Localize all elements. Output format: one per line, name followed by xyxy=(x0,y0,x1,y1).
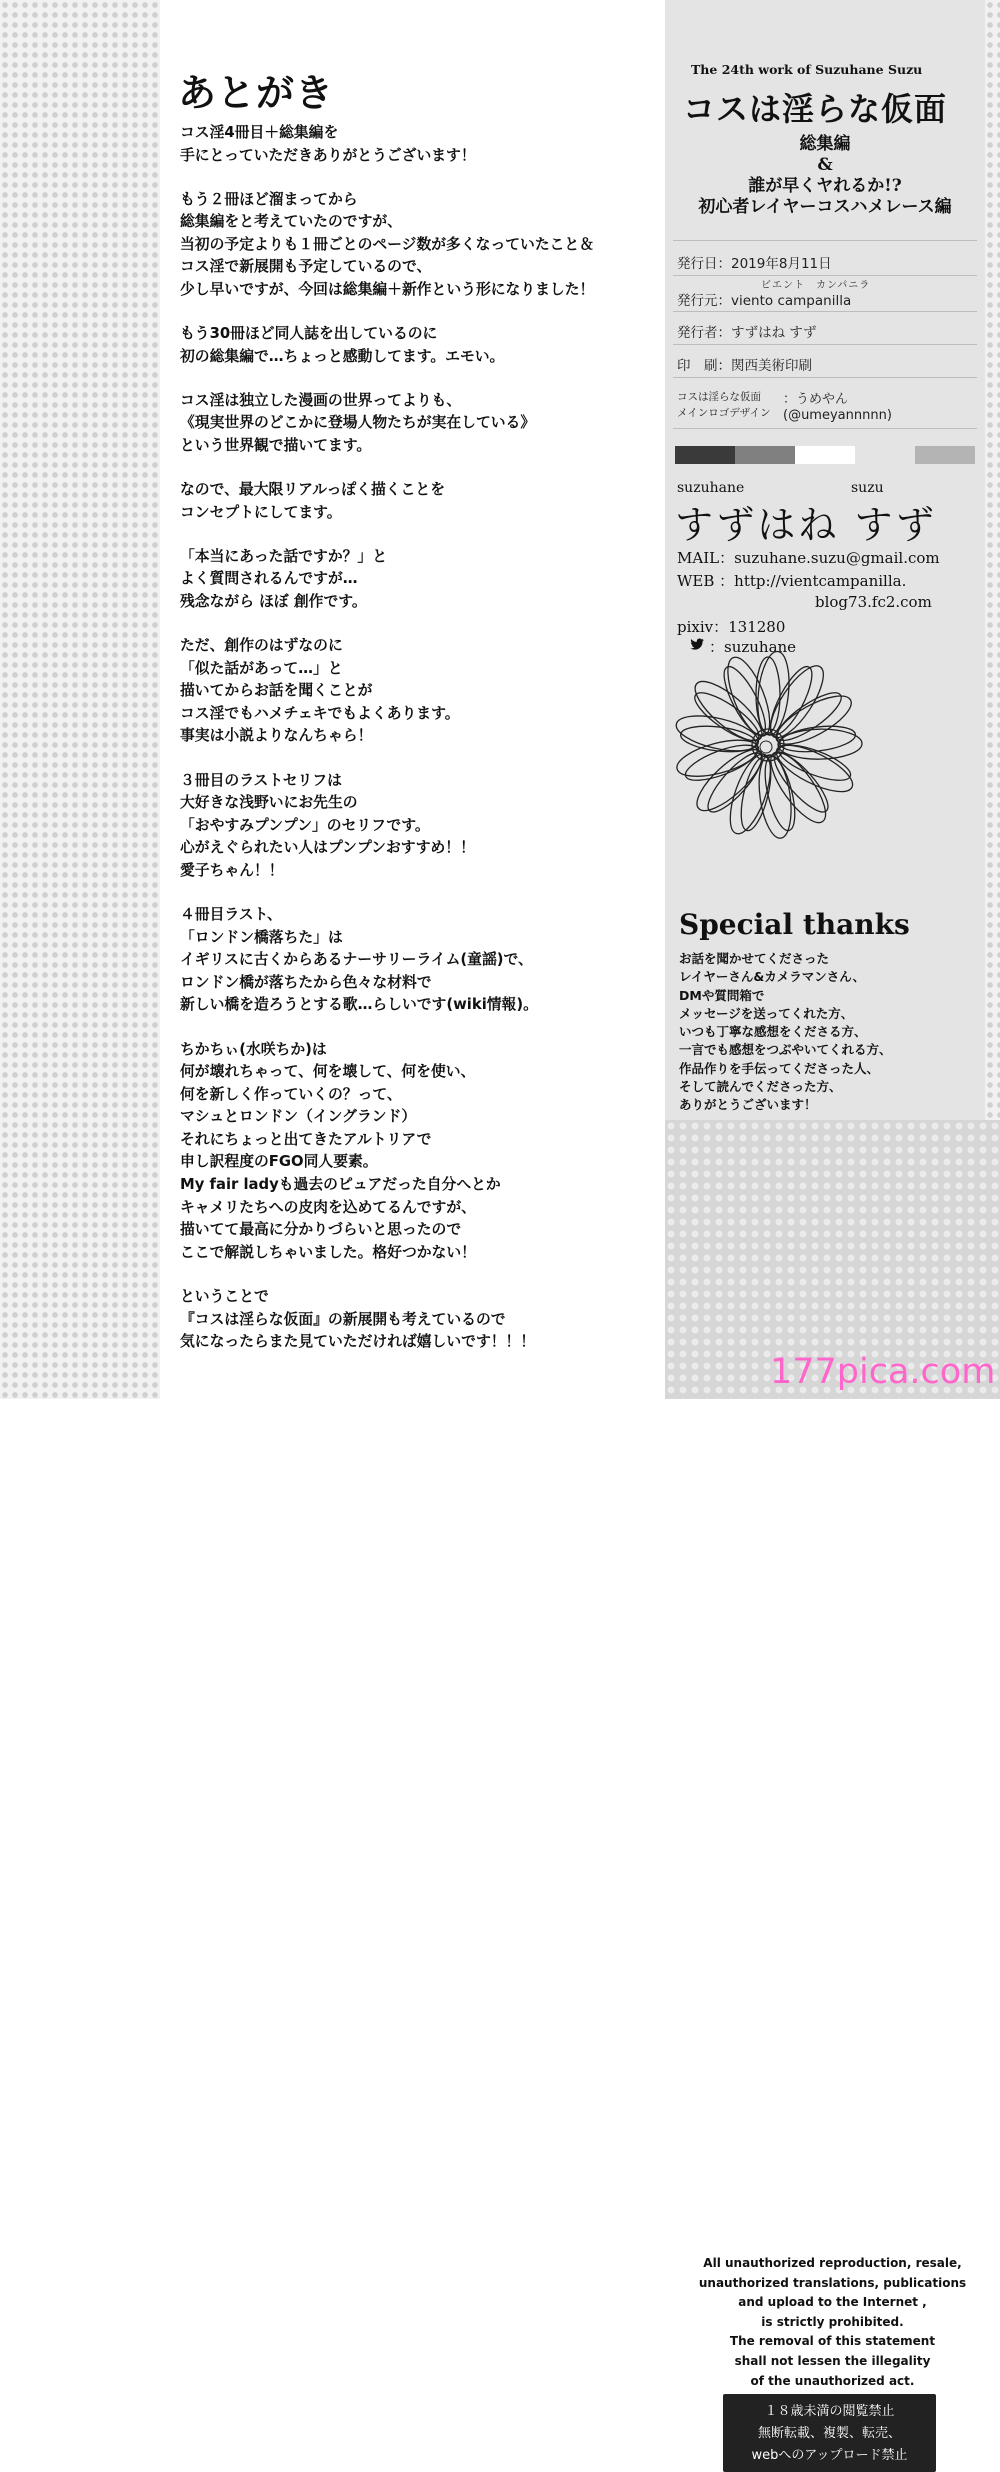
afterword-line: ということで xyxy=(180,1287,269,1305)
publisher-ruby: ビエント カンパニラ xyxy=(761,280,871,291)
left-dot-pattern-strip xyxy=(0,0,160,1399)
afterword-line: 「似た話があって…」と xyxy=(180,659,343,677)
hand-drawn-flower-icon xyxy=(673,650,863,840)
subtitle-line: & xyxy=(817,155,833,175)
afterword-title: あとがき xyxy=(178,70,335,115)
restriction-line: １８歳未満の閲覧禁止 xyxy=(764,2404,895,2419)
afterword-line: 手にとっていただきありがとうございます！ xyxy=(180,146,476,164)
right-dot-pattern-strip xyxy=(985,0,1000,1120)
afterword-line: よく質問されるんですが… xyxy=(180,570,358,588)
divider xyxy=(673,311,977,312)
restriction-line: 無断転載、複製、転売、 xyxy=(757,2426,901,2441)
notice-line: of the unauthorized act. xyxy=(750,2373,915,2388)
issue-date: 発行日：2019年8月11日 xyxy=(677,256,832,272)
afterword-paragraph xyxy=(180,770,660,883)
notice-line: shall not lessen the illegality xyxy=(734,2353,931,2368)
afterword-paragraph xyxy=(180,635,660,748)
afterword-line: 描いてて最高に分かりづらいと思ったので xyxy=(180,1221,462,1239)
afterword-line: マシュとロンドン（イングランド） xyxy=(180,1108,417,1126)
notice-line: The removal of this statement xyxy=(729,2334,936,2349)
afterword-line: ここで解説しちゃいました。格好つかない！ xyxy=(180,1243,476,1261)
afterword-line: 何が壊れちゃって、何を壊して、何を使い、 xyxy=(180,1063,476,1081)
afterword-line: 何を新しく作っていくの？って、 xyxy=(180,1085,402,1103)
special-thanks-line: 作品作りを手伝ってくださった人、 xyxy=(679,1060,880,1076)
afterword-line: コス淫で新展開も予定しているので、 xyxy=(180,258,432,276)
author-name: すずはね すず xyxy=(675,503,937,547)
afterword-line: 残念ながら ほぼ 創作です。 xyxy=(180,593,367,610)
afterword-line: もう30冊ほど同人誌を出しているのに xyxy=(180,325,438,343)
printer: 印 刷：関西美術印刷 xyxy=(677,358,812,374)
special-thanks-line: メッセージを送ってくれた方、 xyxy=(679,1005,854,1021)
afterword-paragraph xyxy=(180,189,660,302)
copyright-notice-english xyxy=(665,2254,1000,2391)
divider xyxy=(673,428,977,429)
afterword-line: コス淫でもハメチェキでもよくあります。 xyxy=(180,704,460,722)
issuer: 発行者：すずはね すず xyxy=(677,325,817,341)
afterword-page xyxy=(160,0,665,1399)
author-web-continued: blog73.fc2.com xyxy=(815,593,932,611)
afterword-line: ３冊目のラストセリフは xyxy=(180,771,342,789)
afterword-line: 《現実世界のどこかに登場人物たちが実在している》 xyxy=(180,414,536,432)
afterword-line: なので、最大限リアルっぽく描くことを xyxy=(180,481,446,499)
swatch xyxy=(795,446,855,464)
afterword-paragraph xyxy=(180,904,660,1017)
afterword-line: ロンドン橋が落ちたから色々な材料で xyxy=(180,973,432,991)
author-pixiv: pixiv：131280 xyxy=(677,618,786,636)
special-thanks-line: お話を聞かせてくださった xyxy=(679,951,830,966)
swatch xyxy=(675,446,735,464)
author-ruby-given: suzu xyxy=(851,480,884,496)
logo-design-credit xyxy=(783,392,892,424)
afterword-paragraph xyxy=(180,1039,660,1265)
logo-design-label-line: メインロゴデザイン xyxy=(677,407,771,419)
author-ruby-surname: suzuhane xyxy=(677,480,745,496)
special-thanks-body xyxy=(679,950,892,1115)
afterword-body xyxy=(180,122,660,1375)
afterword-paragraph xyxy=(180,479,660,524)
swatch xyxy=(735,446,795,464)
afterword-line: キャメリたちへの皮肉を込めてるんですが、 xyxy=(180,1198,476,1216)
author-web: WEB ：http://vientcampanilla. xyxy=(677,572,907,590)
colophon-panel xyxy=(665,0,985,1120)
afterword-paragraph xyxy=(180,122,660,167)
afterword-line: 新しい橋を造ろうとする歌…らしいです(wiki情報)。 xyxy=(180,996,538,1014)
afterword-line: 「おやすみプンプン」のセリフです。 xyxy=(180,816,430,834)
afterword-line: 大好きな浅野いにお先生の xyxy=(180,794,358,812)
notice-line: is strictly prohibited. xyxy=(761,2314,904,2329)
logo-design-credit-line: ：うめやん xyxy=(783,392,849,407)
notice-line: and upload to the Internet , xyxy=(738,2295,927,2310)
restriction-line: webへのアップロード禁止 xyxy=(751,2448,908,2463)
afterword-line: 『コスは淫らな仮面』の新展開も考えているので xyxy=(180,1310,506,1328)
logo-design-label xyxy=(677,389,771,421)
afterword-line: コス淫4冊目＋総集編を xyxy=(180,124,339,141)
site-watermark: 177pica.com xyxy=(770,1352,996,1392)
divider xyxy=(673,377,977,378)
book-subtitle xyxy=(665,134,985,218)
color-swatches xyxy=(675,446,975,464)
subtitle-line: 総集編 xyxy=(799,134,851,154)
afterword-paragraph xyxy=(180,546,660,614)
afterword-line: コンセプトにしてます。 xyxy=(180,503,342,521)
afterword-line: 少し早いですが、今回は総集編＋新作という形になりました！ xyxy=(180,281,595,299)
afterword-line: イギリスに古くからあるナーサリーライム(童謡)で、 xyxy=(180,951,533,969)
special-thanks-line: 一言でも感想をつぶやいてくれる方、 xyxy=(679,1042,892,1058)
author-twitter: ：suzuhane xyxy=(709,638,797,656)
subtitle-line: 初心者レイヤーコスハメレース編 xyxy=(698,197,952,217)
special-thanks-line: いつも丁寧な感想をくださる方、 xyxy=(679,1024,867,1040)
afterword-line: 心がえぐられたい人はプンプンおすすめ！！ xyxy=(180,839,475,857)
afterword-line: もう２冊ほど溜まってから xyxy=(180,190,358,208)
swatch xyxy=(855,446,915,464)
afterword-line: 当初の予定よりも１冊ごとのページ数が多くなっていたこと＆ xyxy=(180,235,595,253)
afterword-paragraph xyxy=(180,1286,660,1354)
afterword-line: My fair ladyも過去のピュアだった自分へとか xyxy=(180,1176,501,1194)
logo-design-credit-line: (@umeyannnnn) xyxy=(783,408,892,423)
afterword-line: 「本当にあった話ですか？」と xyxy=(180,547,388,565)
swatch xyxy=(915,446,975,464)
afterword-line: 総集編をと考えていたのですが、 xyxy=(180,213,402,231)
afterword-line: 「ロンドン橋落ちた」は xyxy=(180,928,343,946)
afterword-paragraph xyxy=(180,323,660,368)
afterword-line: それにちょっと出てきたアルトリアで xyxy=(180,1130,432,1148)
afterword-line: 描いてからお話を聞くことが xyxy=(180,682,373,700)
afterword-line: という世界観で描いてます。 xyxy=(180,437,372,455)
afterword-line: コス淫は独立した漫画の世界ってよりも、 xyxy=(180,391,462,409)
afterword-line: 気になったらまた見ていただければ嬉しいです！！！ xyxy=(180,1333,536,1351)
afterword-line: 愛子ちゃん！！ xyxy=(180,861,284,879)
afterword-line: ちかちぃ(水咲ちか)は xyxy=(180,1040,327,1058)
notice-line: All unauthorized reproduction, resale, xyxy=(703,2256,962,2270)
notice-line: unauthorized translations, publications xyxy=(698,2275,967,2290)
special-thanks-title: Special thanks xyxy=(679,908,910,941)
age-restriction-notice xyxy=(723,2394,936,2472)
afterword-line: ４冊目ラスト、 xyxy=(180,906,282,924)
logo-design-label-line: コスは淫らな仮面 xyxy=(677,391,761,403)
special-thanks-line: ありがとうございます！ xyxy=(679,1097,817,1113)
divider xyxy=(673,240,977,241)
afterword-paragraph xyxy=(180,390,660,458)
afterword-line: ただ、創作のはずなのに xyxy=(180,637,343,655)
publisher: 発行元：viento campanilla xyxy=(677,293,852,309)
author-mail: MAIL：suzuhane.suzu@gmail.com xyxy=(677,549,940,567)
divider xyxy=(673,344,977,345)
afterword-line: 申し訳程度のFGO同人要素。 xyxy=(180,1153,378,1171)
work-label: The 24th work of Suzuhane Suzu xyxy=(691,62,923,77)
special-thanks-line: レイヤーさん&カメラマンさん、 xyxy=(679,969,866,985)
special-thanks-line: DMや質問箱で xyxy=(679,987,765,1003)
book-title: コスは淫らな仮面 xyxy=(683,90,948,128)
afterword-line: 初の総集編で…ちょっと感動してます。エモい。 xyxy=(180,347,505,365)
subtitle-line: 誰が早くヤれるか!? xyxy=(748,176,902,196)
afterword-line: 事実は小説よりなんちゃら！ xyxy=(180,727,373,745)
special-thanks-line: そして読んでくださった方、 xyxy=(679,1079,842,1095)
